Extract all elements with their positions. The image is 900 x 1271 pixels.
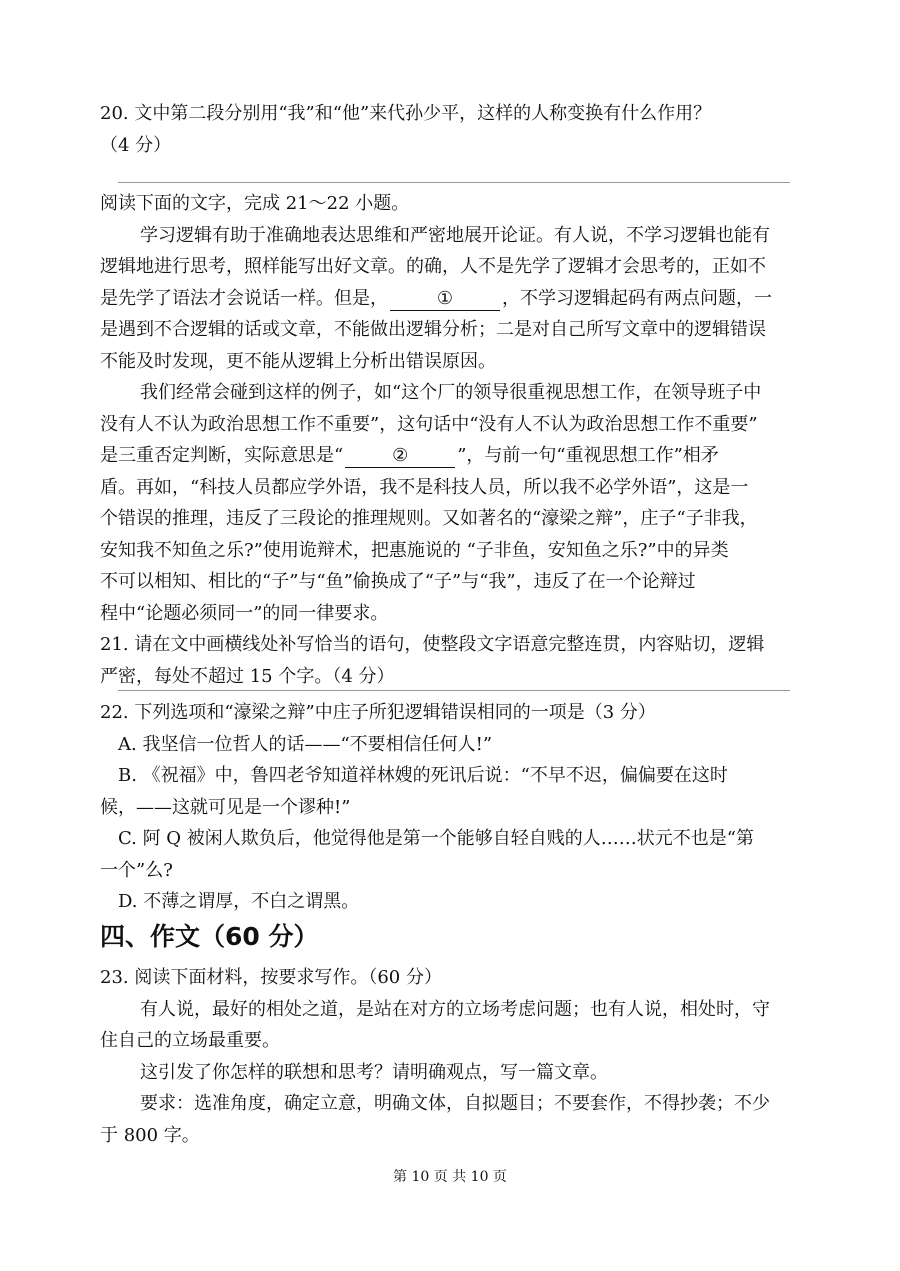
passage-p2-line1: 我们经常会碰到这样的例子，如“这个厂的领导很重视思想工作，在领导班子中: [140, 382, 762, 403]
passage-p1-line4: 是遇到不合逻辑的话或文章，不能做出逻辑分析；二是对自己所写文章中的逻辑错误: [100, 319, 766, 340]
passage-p1-line3-pre: 是先学了语法才会说话一样。但是，: [100, 287, 388, 309]
page-number: 第 10 页 共 10 页: [393, 1169, 507, 1185]
q22-option-b-line2: 候，——这就可见是一个谬种!”: [100, 796, 351, 818]
passage-p2-line8: 程中“论题必须同一”的同一律要求。: [100, 602, 389, 624]
question-22: [100, 697, 800, 918]
q22-option-b-line1: B. 《祝福》中，鲁四老爷知道祥林嫂的死讯后说：“不早不迟，偏偏要在这时: [118, 765, 728, 786]
q23-prompt: 这引发了你怎样的联想和思考？请明确观点，写一篇文章。: [140, 1061, 608, 1083]
passage-p1-line5: 不能及时发现，更不能从逻辑上分析出错误原因。: [100, 350, 496, 372]
q20-line1: 20. 文中第二段分别用“我”和“他”来代孙少平，这样的人称变换有什么作用？: [100, 103, 712, 124]
passage-p2-line3-pre: 是三重否定判断，实际意思是“: [100, 445, 344, 466]
passage-p2-line4: 盾。再如，“科技人员都应学外语，我不是科技人员，所以我不必学外语”，这是一: [100, 476, 749, 498]
section-title-composition: 四、作文（60 分）: [100, 922, 319, 951]
q22-option-a: A. 我坚信一位哲人的话——“不要相信任何人!”: [118, 733, 493, 755]
q21-line1: 21. 请在文中画横线处补写恰当的语句，使整段文字语意完整连贯，内容贴切，逻辑: [100, 634, 765, 655]
passage-p2-line5: 个错误的推理，违反了三段论的推理规则。又如著名的“濠梁之辩”，庄子“子非我，: [100, 508, 758, 529]
passage-p1-line2: 逻辑地进行思考，照样能写出好文章。的确，人不是先学了逻辑才会思考的，正如不: [100, 256, 766, 277]
passage-p1-line1: 学习逻辑有助于准确地表达思维和严密地展开论证。有人说，不学习逻辑也能有: [140, 224, 770, 246]
passage-p1-line3: [100, 283, 800, 315]
q22-stem: 22. 下列选项和“濠梁之辩”中庄子所犯逻辑错误相同的一项是（3 分）: [100, 702, 656, 723]
passage-p2-line7: 不可以相知、相比的“子”与“鱼”偷换成了“子”与“我”，违反了在一个论辩过: [100, 571, 696, 592]
question-23: [100, 962, 800, 1151]
blank-1: ①: [390, 288, 500, 311]
q23-requirements-line1: 要求：选准角度，确定立意，明确文体，自拟题目；不要套作，不得抄袭；不少: [140, 1093, 770, 1114]
passage-p2-line6: 安知我不知鱼之乐?”使用诡辩术，把惠施说的 “子非鱼，安知鱼之乐?”中的异类: [100, 539, 729, 561]
passage-p2-line2: 没有人不认为政治思想工作不重要”，这句话中“没有人不认为政治思想工作不重要”: [100, 413, 758, 435]
passage-p2-line3-post: ”，与前一句“重视思想工作”相矛: [457, 445, 719, 466]
q21-line2: 严密，每处不超过 15 个字。（4 分）: [100, 665, 395, 687]
q22-option-d: D. 不薄之谓厚，不白之谓黑。: [118, 891, 360, 912]
q22-option-c-line2: 一个”么?: [100, 859, 173, 881]
blank-2: ②: [345, 445, 455, 468]
q22-option-c-line1: C. 阿 Q 被闲人欺负后，他觉得他是第一个能够自轻自贱的人……状元不也是“第: [118, 828, 754, 849]
passage-p2-line3: [100, 440, 800, 472]
question-20: [100, 98, 800, 161]
passage-p1-line3-post: ，不学习逻辑起码有两点问题，一: [502, 287, 772, 309]
q23-material-line1: 有人说，最好的相处之道，是站在对方的立场考虑问题；也有人说，相处时，守: [140, 998, 770, 1020]
answer-line-q20: [118, 182, 790, 183]
q23-stem: 23. 阅读下面材料，按要求写作。（60 分）: [100, 967, 442, 988]
answer-line-q21: [118, 690, 790, 691]
reading-passage: [100, 188, 800, 692]
q23-requirements-line2: 于 800 字。: [100, 1124, 200, 1146]
passage-intro: 阅读下面的文字，完成 21～22 小题。: [100, 193, 410, 214]
q23-material-line2: 住自己的立场最重要。: [100, 1030, 280, 1051]
q20-line2: （4 分）: [100, 134, 172, 156]
